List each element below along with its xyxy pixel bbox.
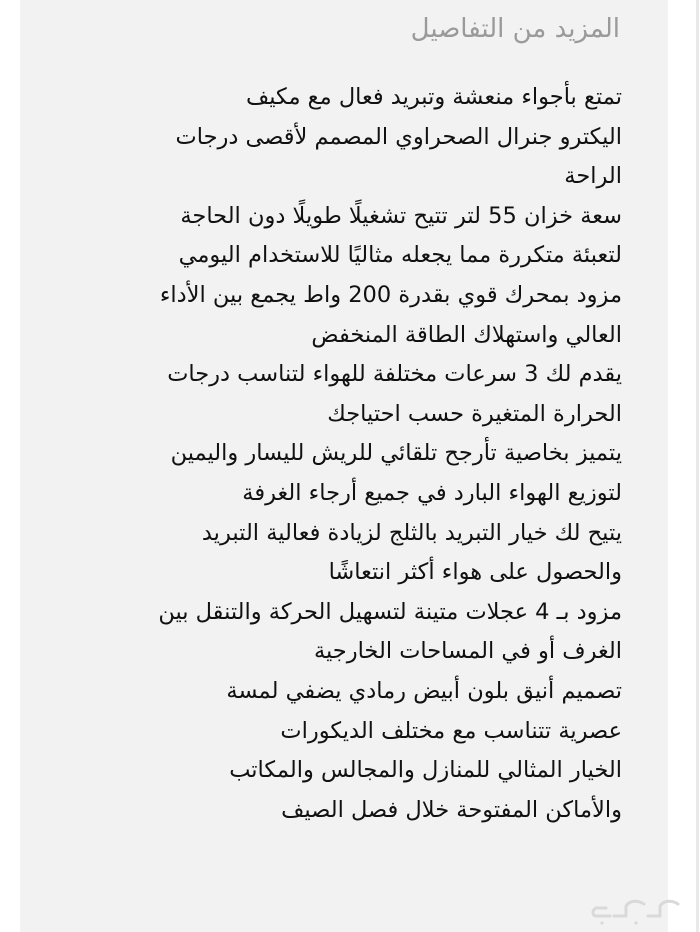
description-line: الراحة xyxy=(564,163,622,190)
description-line: العالي واستهلاك الطاقة المنخفض xyxy=(311,321,622,348)
description-line: الخيار المثالي للمنازل والمجالس والمكاتب xyxy=(229,757,622,784)
description-line: مزود بـ 4 عجلات متينة لتسهيل الحركة والتنقل بين xyxy=(158,598,622,625)
description-line: يتيح لك خيار التبريد بالثلج لزيادة فعالية التبريد xyxy=(201,519,622,546)
description-line: اليكترو جنرال الصحراوي المصمم لأقصى درجات xyxy=(175,123,622,150)
haraj-logo-icon xyxy=(588,896,684,926)
description-line: والحصول على هواء أكثر انتعاشًا xyxy=(328,559,622,586)
description-line: الغرف أو في المساحات الخارجية xyxy=(313,638,622,665)
description-line: الحرارة المتغيرة حسب احتياجك xyxy=(327,400,622,427)
description-line: يقدم لك 3 سرعات مختلفة للهواء لتناسب درجات xyxy=(167,361,622,388)
section-title: المزيد من التفاصيل xyxy=(410,14,620,44)
description-line: مزود بمحرك قوي بقدرة 200 واط يجمع بين الأداء xyxy=(159,281,622,308)
scrollbar-track[interactable] xyxy=(696,0,699,932)
description-line: عصرية تتناسب مع مختلف الديكورات xyxy=(280,717,622,744)
description-line: لتوزيع الهواء البارد في جميع أرجاء الغرفة xyxy=(242,479,622,506)
description-line: لتعبئة متكررة مما يجعله مثاليًا للاستخدام اليومي xyxy=(178,242,622,269)
description-line: تصميم أنيق بلون أبيض رمادي يضفي لمسة xyxy=(226,677,622,704)
description-line: تمتع بأجواء منعشة وتبريد فعال مع مكيف xyxy=(245,84,622,110)
description-line: سعة خزان 55 لتر تتيح تشغيلًا طويلًا دون الحاجة xyxy=(180,202,622,229)
description-line: يتميز بخاصية تأرجح تلقائي للريش لليسار واليمين xyxy=(170,440,622,467)
description-text xyxy=(62,78,622,830)
description-line: والأماكن المفتوحة خلال فصل الصيف xyxy=(281,796,622,823)
